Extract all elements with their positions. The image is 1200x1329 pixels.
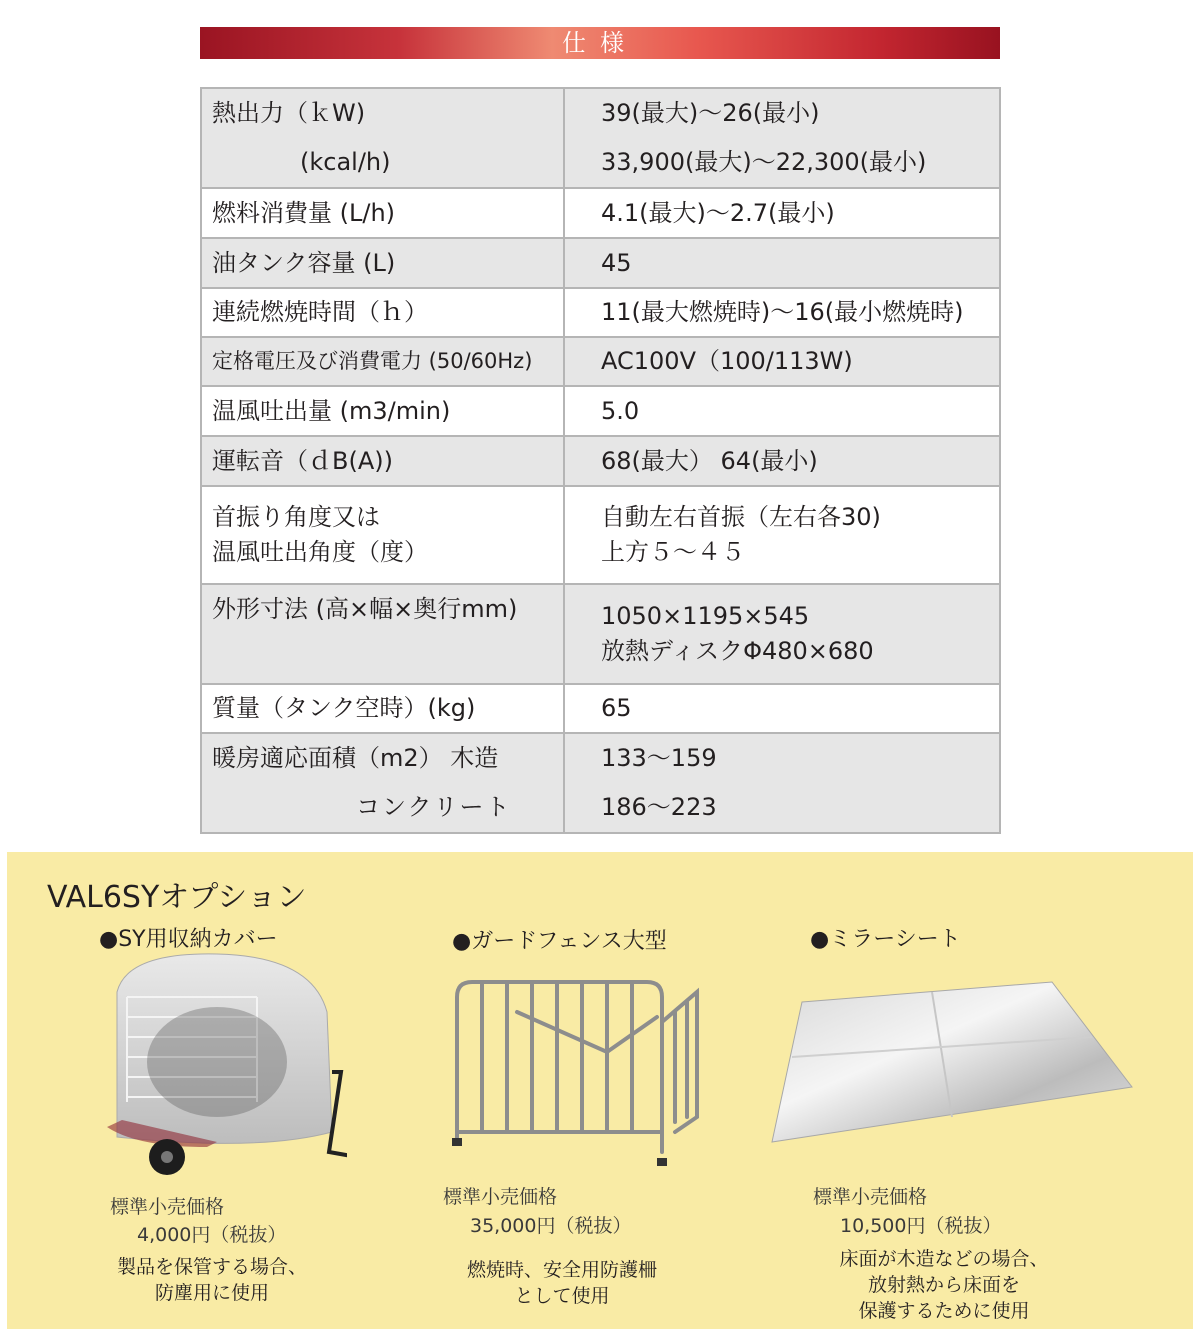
price-value: 4,000円（税抜） <box>137 1224 287 1246</box>
desc-line: 防塵用に使用 <box>154 1282 269 1304</box>
price-label: 標準小売価格 <box>813 1186 928 1208</box>
spec-value-cell <box>564 486 1000 584</box>
desc-line: 放射熱から床面を <box>867 1274 1020 1296</box>
table-row <box>201 684 1000 733</box>
spec-key-cell <box>201 733 564 833</box>
option-description <box>437 1257 687 1309</box>
table-row <box>201 238 1000 288</box>
table-row <box>201 733 1000 833</box>
spec-table <box>200 87 1001 834</box>
spec-key: 外形寸法 (高×幅×奥行mm) <box>201 584 564 684</box>
spec-key-sub: 温風吐出角度（度） <box>212 538 428 566</box>
table-row <box>201 436 1000 486</box>
spec-value-sub: 上方５〜４５ <box>601 538 745 566</box>
spec-key: 運転音（ｄB(A)) <box>201 436 564 486</box>
price-label: 標準小売価格 <box>110 1196 225 1218</box>
price-value: 10,500円（税抜） <box>840 1215 1002 1237</box>
spec-value: 5.0 <box>564 386 1000 436</box>
spec-value: 4.1(最大)〜2.7(最小) <box>564 188 1000 238</box>
spec-key: 燃料消費量 (L/h) <box>201 188 564 238</box>
table-row <box>201 486 1000 584</box>
spec-header-band <box>200 27 1000 59</box>
table-row <box>201 288 1000 337</box>
option-description <box>87 1254 337 1306</box>
spec-key-cell <box>201 88 564 188</box>
option-name: ●ガードフェンス大型 <box>452 929 667 954</box>
price-label: 標準小売価格 <box>443 1186 558 1208</box>
spec-value-sub: 186〜223 <box>601 793 717 821</box>
spec-value: 68(最大） 64(最小) <box>564 436 1000 486</box>
spec-key-sub: (kcal/h) <box>300 148 391 176</box>
guard-fence-image <box>447 972 707 1172</box>
option-name: ●ミラーシート <box>810 927 961 952</box>
desc-line: 保護するために使用 <box>858 1300 1030 1322</box>
spec-key-sub: コンクリート <box>356 793 512 821</box>
spec-header-title: 仕様 <box>562 29 638 57</box>
spec-value: 133〜159 <box>601 744 717 772</box>
option-description <box>809 1246 1079 1324</box>
spec-value-sub: 33,900(最大)〜22,300(最小) <box>601 148 927 176</box>
desc-line: として使用 <box>514 1285 610 1307</box>
spec-value-cell <box>564 733 1000 833</box>
spec-value: 65 <box>564 684 1000 733</box>
table-row <box>201 337 1000 386</box>
table-row <box>201 584 1000 684</box>
mirror-sheet-image <box>762 977 1142 1147</box>
spec-value: 39(最大)〜26(最小) <box>601 99 820 127</box>
spec-key: 質量（タンク空時）(kg) <box>201 684 564 733</box>
table-row <box>201 188 1000 238</box>
spec-value-cell <box>564 584 1000 684</box>
option-name: ●SY用収納カバー <box>99 927 278 952</box>
spec-key: 暖房適応面積（m2） 木造 <box>212 744 499 772</box>
spec-value: 11(最大燃焼時)〜16(最小燃焼時) <box>564 288 1000 337</box>
options-panel <box>7 852 1193 1329</box>
spec-value: AC100V（100/113W) <box>564 337 1000 386</box>
spec-key: 連続燃焼時間（ｈ） <box>201 288 564 337</box>
spec-key: 熱出力（ｋW) <box>212 99 366 127</box>
spec-value: 1050×1195×545 <box>601 602 810 630</box>
spec-key: 油タンク容量 (L) <box>201 238 564 288</box>
spec-key: 首振り角度又は <box>212 503 380 531</box>
spec-value-cell <box>564 88 1000 188</box>
spec-value-sub: 放熱ディスクΦ480×680 <box>601 637 874 665</box>
table-row <box>201 88 1000 188</box>
spec-key: 定格電圧及び消費電力 (50/60Hz) <box>201 337 564 386</box>
price-value: 35,000円（税抜） <box>470 1215 632 1237</box>
desc-line: 燃焼時、安全用防護柵 <box>466 1259 657 1281</box>
spec-value: 45 <box>564 238 1000 288</box>
desc-line: 製品を保管する場合、 <box>116 1256 307 1278</box>
spec-value: 自動左右首振（左右各30) <box>601 503 881 531</box>
storage-cover-image <box>97 952 347 1182</box>
table-row <box>201 386 1000 436</box>
options-title: VAL6SYオプション <box>47 880 307 915</box>
desc-line: 床面が木造などの場合、 <box>839 1248 1049 1270</box>
spec-key-cell <box>201 486 564 584</box>
spec-key: 温風吐出量 (m3/min) <box>201 386 564 436</box>
